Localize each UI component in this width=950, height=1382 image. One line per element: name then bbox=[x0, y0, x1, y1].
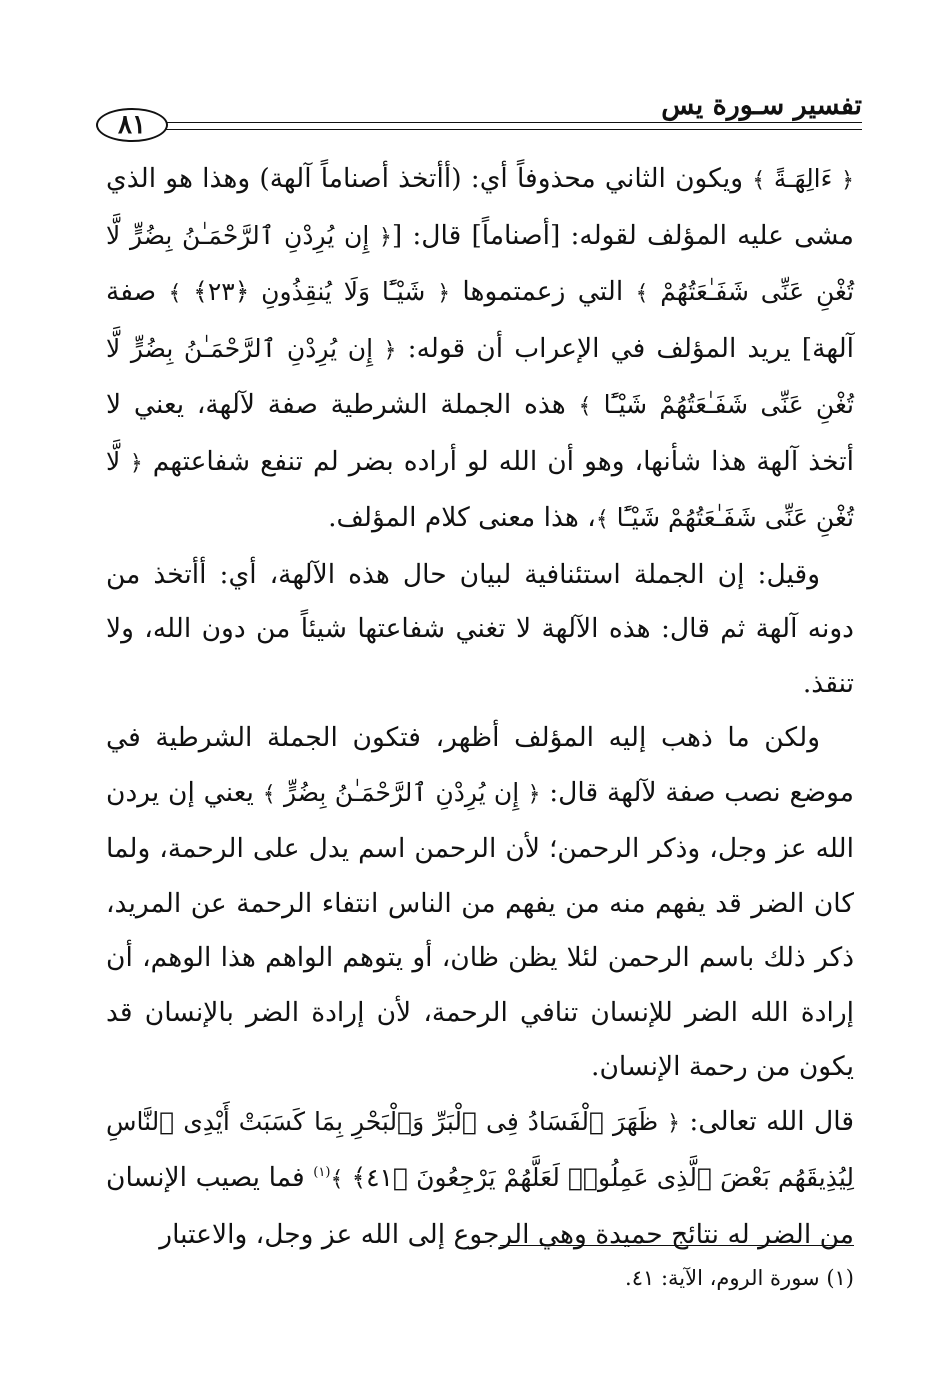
body-text-run: وقيل: إن الجملة استئنافية لبيان حال هذه الآلهة، أي: أأتخذ من دونه آلهة ثم قال: هذه الآلهة لا تغني شفاعتها شيئاً من دون الله، ولا تنقذ. bbox=[106, 558, 854, 699]
quran-verse: إِن يُرِدْنِ ٱلرَّحْمَـٰنُ بِضُرٍّ bbox=[275, 777, 528, 807]
running-title: تفسير سـورة يس bbox=[661, 90, 862, 121]
body-text-run: صفة آلهة] يريد المؤلف في الإعراب أن قوله: bbox=[106, 276, 855, 364]
quran-verse: شَيْـًٔا وَلَا يُنقِذُونِ ﴿٢٣﴾ bbox=[181, 277, 438, 306]
footnote: (١) سورة الروم، الآية: ٤١. bbox=[625, 1266, 854, 1290]
body-text-run: التي زعمتموها bbox=[450, 276, 636, 307]
page-number: ٨١ bbox=[96, 108, 168, 142]
page-header bbox=[96, 72, 862, 142]
paragraph bbox=[106, 1095, 854, 1263]
ornate-bracket: ﴾ bbox=[752, 168, 766, 193]
ornate-bracket: ﴾ bbox=[578, 394, 592, 419]
quran-verse: ءَالِهَـةً bbox=[765, 164, 842, 193]
ornate-bracket: ﴿ bbox=[667, 1110, 681, 1136]
ornate-bracket: ﴾ bbox=[330, 1167, 344, 1192]
paragraph bbox=[106, 152, 854, 548]
ornate-bracket: ﴿ bbox=[129, 450, 143, 476]
quran-verse: إِن يُرِدْنِ ٱلرَّحْمَـٰنُ بِضُرٍّ لَّا تُغْنِ عَنِّى شَفَـٰعَتُهُمْ شَيْـًٔا bbox=[106, 333, 854, 419]
ornate-bracket: ﴾ bbox=[168, 281, 182, 306]
ornate-bracket: ﴾ bbox=[595, 507, 609, 532]
body-text-run: قال الله تعالى: bbox=[680, 1105, 854, 1137]
paragraph bbox=[106, 711, 854, 1095]
ornate-bracket: ﴾ bbox=[635, 281, 649, 306]
ornate-bracket: ﴿ bbox=[437, 281, 451, 306]
ornate-bracket: ﴿ bbox=[841, 168, 854, 193]
ornate-bracket: ﴿ bbox=[527, 781, 541, 807]
body-text-run: ويكون الثاني محذوفاً أي: (أأتخذ أصناماً آلهة) وهذا هو الذي مشى عليه المؤلف لقوله: [أصناماً] قال: [ bbox=[106, 163, 854, 251]
body-text-run: ، هذا معنى كلام المؤلف. bbox=[328, 502, 596, 533]
ornate-bracket: ﴾ bbox=[262, 781, 276, 807]
body-text-run: فما يصيب الإنسان من الضر له نتائج حميدة وهي الرجوع إلى الله عز وجل، والاعتبار bbox=[106, 1162, 854, 1250]
ornate-bracket: ﴿ bbox=[383, 337, 397, 363]
body-text-run: هذه الجملة الشرطية صفة لآلهة، يعني لا أتخذ آلهة هذا شأنها، وهو أن الله لو أراده بضر لم تنفع شفاعتهم bbox=[106, 389, 854, 477]
quran-verse: ظَهَرَ ٱلْفَسَادُ فِى ٱلْبَرِّ وَٱلْبَحْرِ بِمَا كَسَبَتْ أَيْدِى ٱلنَّاسِ لِيُذِيقَهُم بَعْضَ ٱلَّذِى عَمِلُوا۟ لَعَلَّهُمْ يَرْجِعُونَ ﴿٤١﴾ bbox=[106, 1106, 854, 1192]
body-text-run: ولكن ما ذهب إليه المؤلف أظهر، فتكون الجملة الشرطية في موضع نصب صفة لآلهة قال: bbox=[106, 722, 854, 808]
body-text-run: يعني إن يردن الله عز وجل، وذكر الرحمن؛ لأن الرحمن اسم يدل على الرحمة، ولما كان الضر قد يفهم منه من يفهم من الناس انتفاء الرحمة عن المريد، ذكر ذلك باسم الرحمن لئلا يظن ظان، أو يتوهم الواهم هذا الوهم، أن إرادة الله الضر للإنسان تنافي الرحمة، لأن إرادة الضر بالإنسان قد يكون من رحمة الإنسان. bbox=[106, 776, 854, 1082]
footnote-reference: (١) bbox=[313, 1165, 331, 1181]
main-text bbox=[106, 152, 854, 1262]
quran-verse: لَّا تُغْنِ عَنِّى شَفَـٰعَتُهُمْ شَيْـًٔا bbox=[106, 446, 854, 532]
paragraph bbox=[106, 548, 854, 712]
ornate-bracket: ﴿ bbox=[378, 224, 392, 250]
quran-verse: إِن يُرِدْنِ ٱلرَّحْمَـٰنُ بِضُرٍّ لَّا تُغْنِ عَنِّى شَفَـٰعَتُهُمْ bbox=[106, 220, 854, 306]
footnote-separator bbox=[500, 1245, 854, 1246]
header-rule-upper bbox=[156, 122, 862, 123]
header-rule-lower bbox=[156, 129, 862, 130]
